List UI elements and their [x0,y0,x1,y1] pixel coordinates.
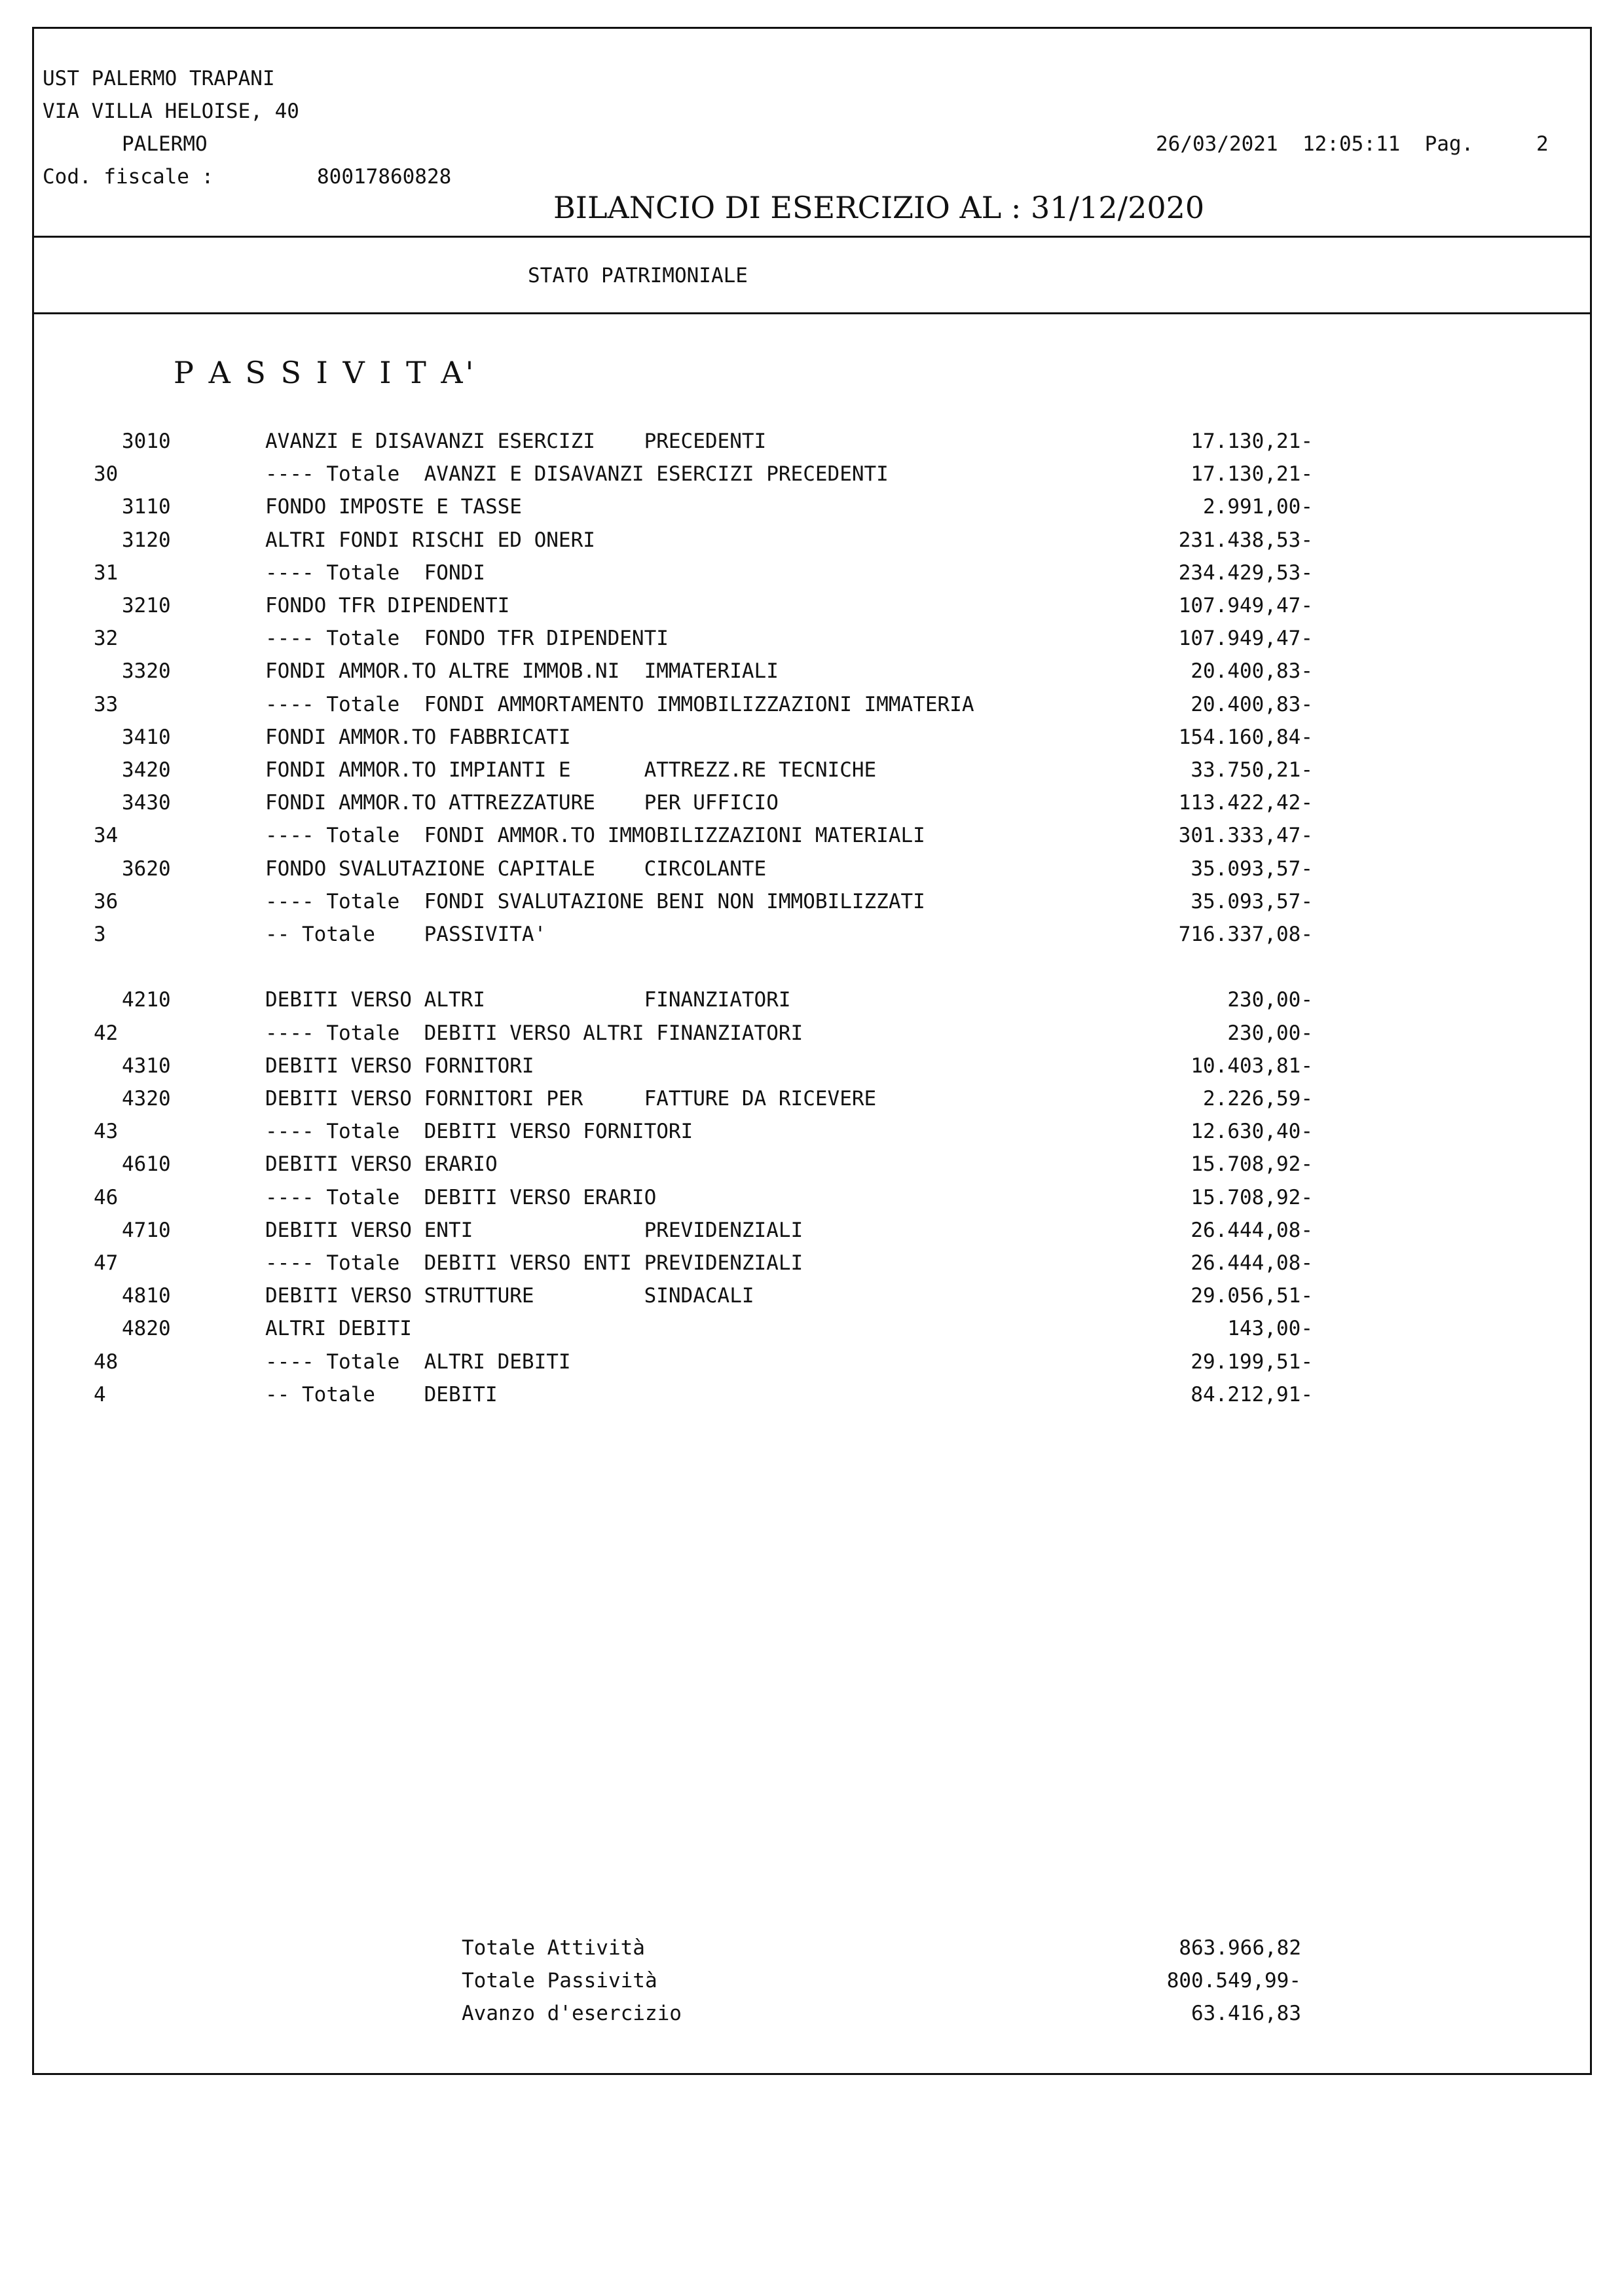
account-description: FONDI AMMOR.TO ALTRE IMMOB.NI IMMATERIALI [265,659,779,684]
account-code: 3110 [122,495,171,519]
table-row [0,561,1624,594]
table-row [0,1284,1624,1317]
account-amount: 20.400,83- [1190,659,1313,684]
table-row [0,725,1624,758]
account-amount: 10.403,81- [1190,1054,1313,1078]
summary-value: 863.966,82 [1179,1936,1301,1960]
table-row [0,627,1624,659]
account-description: DEBITI VERSO FORNITORI PER FATTURE DA RICEVERE [265,1087,877,1111]
account-amount: 84.212,91- [1190,1382,1313,1406]
org-city: PALERMO [122,132,208,156]
tax-code-label: Cod. fiscale : [43,165,214,189]
account-description: FONDI AMMOR.TO FABBRICATI [265,725,571,749]
account-code: 31 [94,560,119,585]
tax-code: 80017860828 [317,165,452,189]
account-code: 4610 [122,1152,171,1177]
account-amount: 12.630,40- [1190,1120,1313,1144]
table-row [0,462,1624,495]
account-amount: 33.750,21- [1190,758,1313,782]
table-row [0,495,1624,528]
account-code: 48 [94,1349,119,1374]
table-row [0,1186,1624,1219]
account-description: DEBITI VERSO ERARIO [265,1152,498,1177]
account-description: -- Totale DEBITI [265,1382,498,1406]
table-row [0,528,1624,561]
account-description: DEBITI VERSO ENTI PREVIDENZIALI [265,1218,803,1242]
table-row [0,1383,1624,1416]
account-description: ALTRI FONDI RISCHI ED ONERI [265,528,595,552]
account-amount: 301.333,47- [1178,824,1313,848]
account-description: FONDO IMPOSTE E TASSE [265,495,522,519]
account-amount: 35.093,57- [1190,889,1313,913]
account-code: 47 [94,1251,119,1275]
account-code: 3430 [122,791,171,815]
account-code: 36 [94,889,119,913]
summary-row [0,1936,1624,1969]
summary-label: Totale Attività [462,1936,645,1960]
account-amount: 17.130,21- [1190,462,1313,487]
account-description: ---- Totale FONDI SVALUTAZIONE BENI NON IMMOBILIZZATI [265,889,925,913]
account-amount: 15.708,92- [1190,1185,1313,1209]
table-row [0,988,1624,1021]
account-code: 3320 [122,659,171,684]
account-code: 4710 [122,1218,171,1242]
table-row [0,1152,1624,1185]
account-amount: 107.949,47- [1178,594,1313,617]
account-code: 3620 [122,856,171,881]
account-code: 33 [94,692,119,716]
table-row [0,430,1624,462]
account-amount: 231.438,53- [1178,528,1313,552]
table-row [0,791,1624,824]
account-description: ---- Totale FONDI [265,560,485,585]
table-row [0,857,1624,890]
summary-label: Totale Passività [462,1969,657,1992]
account-code: 42 [94,1021,119,1045]
account-amount: 154.160,84- [1178,725,1313,749]
account-description: FONDI AMMOR.TO IMPIANTI E ATTREZZ.RE TECNICHE [265,758,877,782]
account-amount: 17.130,21- [1190,430,1313,453]
table-row [0,1219,1624,1251]
table-row [0,824,1624,856]
account-code: 34 [94,824,119,848]
account-code: 4820 [122,1317,171,1341]
org-name: UST PALERMO TRAPANI [43,67,275,90]
account-amount: 29.199,51- [1190,1349,1313,1374]
table-row [0,1120,1624,1152]
account-description: ---- Totale DEBITI VERSO ERARIO [265,1185,657,1209]
table-row [0,659,1624,692]
account-amount: 2.991,00- [1203,495,1313,519]
account-description: DEBITI VERSO STRUTTURE SINDACALI [265,1284,754,1308]
table-row [0,1054,1624,1087]
account-amount: 26.444,08- [1190,1251,1313,1275]
account-amount: 26.444,08- [1190,1218,1313,1242]
account-description: ---- Totale FONDI AMMOR.TO IMMOBILIZZAZIONI MATERIALI [265,824,925,848]
account-amount: 107.949,47- [1178,627,1313,651]
account-description: ---- Totale ALTRI DEBITI [265,1349,571,1374]
account-amount: 716.337,08- [1178,923,1313,946]
account-description: DEBITI VERSO ALTRI FINANZIATORI [265,988,791,1012]
account-amount: 230,00- [1227,988,1313,1012]
summary-row [0,1969,1624,2002]
table-row [0,1350,1624,1383]
account-description: ALTRI DEBITI [265,1317,412,1341]
table-row [0,1317,1624,1349]
account-amount: 2.226,59- [1203,1087,1313,1111]
summary-value: 800.549,99- [1166,1969,1301,1992]
account-description: ---- Totale FONDI AMMORTAMENTO IMMOBILIZZAZIONI IMMATERIA [265,692,974,716]
account-code: 4210 [122,988,171,1012]
table-row [0,1021,1624,1054]
account-code: 32 [94,627,119,651]
account-description: AVANZI E DISAVANZI ESERCIZI PRECEDENTI [265,430,767,453]
account-description: FONDO SVALUTAZIONE CAPITALE CIRCOLANTE [265,856,767,881]
account-code: 3420 [122,758,171,782]
account-amount: 29.056,51- [1190,1284,1313,1308]
report-title: BILANCIO DI ESERCIZIO AL : 31/12/2020 [553,190,1205,225]
page-number: 2 [1536,132,1549,156]
table-row [0,1251,1624,1284]
summary-value: 63.416,83 [1191,2002,1301,2025]
account-amount: 230,00- [1227,1021,1313,1045]
account-code: 30 [94,462,119,487]
account-description: -- Totale PASSIVITA' [265,923,547,946]
summary-label: Avanzo d'esercizio [462,2002,682,2025]
summary-row [0,2002,1624,2034]
account-code: 4810 [122,1284,171,1308]
account-description: FONDO TFR DIPENDENTI [265,594,510,617]
account-amount: 15.708,92- [1190,1152,1313,1177]
account-description: FONDI AMMOR.TO ATTREZZATURE PER UFFICIO [265,791,779,815]
account-code: 3410 [122,725,171,749]
account-code: 46 [94,1185,119,1209]
account-code: 3120 [122,528,171,552]
account-amount: 113.422,42- [1178,791,1313,815]
account-code: 3010 [122,430,171,453]
account-description: ---- Totale DEBITI VERSO FORNITORI [265,1120,693,1144]
header-divider [32,236,1592,238]
table-row [0,923,1624,955]
table-row [0,758,1624,791]
account-code: 4 [94,1382,106,1406]
passivita-heading: P A S S I V I T A' [174,355,477,390]
table-row [0,890,1624,923]
account-description: ---- Totale DEBITI VERSO ENTI PREVIDENZIALI [265,1251,803,1275]
section-divider [32,312,1592,314]
account-code: 3 [94,923,106,946]
print-datetime: 26/03/2021 12:05:11 Pag. [1156,132,1474,156]
account-code: 3210 [122,594,171,617]
account-description: ---- Totale FONDO TFR DIPENDENTI [265,627,669,651]
table-row [0,693,1624,725]
account-amount: 234.429,53- [1178,560,1313,585]
account-amount: 20.400,83- [1190,692,1313,716]
account-code: 43 [94,1120,119,1144]
table-row [0,1087,1624,1120]
section-title: STATO PATRIMONIALE [528,264,748,287]
account-amount: 35.093,57- [1190,856,1313,881]
account-code: 4320 [122,1087,171,1111]
account-description: DEBITI VERSO FORNITORI [265,1054,534,1078]
org-address: VIA VILLA HELOISE, 40 [43,100,299,123]
account-code: 4310 [122,1054,171,1078]
account-amount: 143,00- [1227,1317,1313,1341]
account-description: ---- Totale AVANZI E DISAVANZI ESERCIZI PRECEDENTI [265,462,889,487]
account-description: ---- Totale DEBITI VERSO ALTRI FINANZIATORI [265,1021,803,1045]
table-row [0,594,1624,627]
